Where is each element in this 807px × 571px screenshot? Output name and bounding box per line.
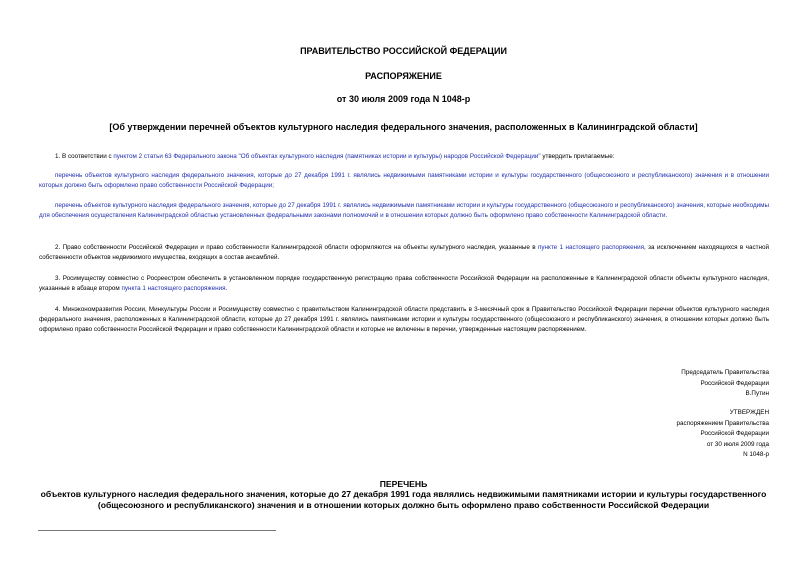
signature-name: В.Путин: [745, 390, 769, 397]
paragraph-2: [39, 243, 769, 263]
approval-date: от 30 июля 2009 года: [706, 440, 769, 448]
paragraph-3: [39, 274, 769, 294]
list-1-reference-text: перечень объектов культурного наследия федерального значения, которые до 27 декабря 1991 г. являлись недвижимыми памятниками истории и культуры государственного (общесоюзного и республиканского) значения и в отношении которых должно быть оформлено право собственности Российской Федерации;: [39, 172, 769, 189]
paragraph-1: [39, 152, 769, 162]
list-2-reference-link[interactable]: [39, 201, 769, 221]
list-2-reference-text: перечень объектов культурного наследия федерального значения, которые до 27 декабря 1991 г. являлись недвижимыми памятниками истории и культуры государственного (общесоюзного и республиканского) значения, которые необходимы для обеспечения осуществления Калининградской областью установленных федеральными законами полномочий и в отношении которых должно быть оформлено право собственности Калининградской области.: [39, 202, 769, 219]
paragraph-1-link-2[interactable]: пункта 1 настоящего распоряжения: [121, 284, 226, 292]
list-subtitle: объектов культурного наследия федерального значения, которые до 27 декабря 1991 года являлись недвижимыми памятниками истории и культуры государственного (общесоюзного и республиканского) значения и в отношении которых должно быть оформлено право собственности Российской Федерации: [40, 489, 767, 510]
doc-date-number: от 30 июля 2009 года N 1048-р: [336, 94, 471, 104]
approval-org: Российской Федерации: [700, 430, 769, 437]
paragraph-3-post: .: [225, 284, 228, 292]
list-1-reference-link[interactable]: [39, 171, 769, 191]
paragraph-2-pre: 2. Право собственности Российской Федерации и право собственности Калининградской области оформляются на объекты культурного наследия, указанные в: [55, 244, 538, 251]
doc-type-heading: РАСПОРЯЖЕНИЕ: [365, 71, 442, 81]
signature-org: Российской Федерации: [700, 379, 769, 387]
paragraph-2-post: , за исключением находящихся в частной собственности объектов недвижимого имущества, входящих в состав ансамблей.: [39, 244, 769, 261]
document-title: [Об утверждении перечней объектов культурного наследия федерального значения, расположенных в Калининградской области]: [109, 122, 698, 132]
footer-separator: [38, 530, 276, 531]
paragraph-4: [39, 305, 769, 334]
paragraph-3-pre: 3. Росимуществу совместно с Росреестром обеспечить в установленном порядке государственную регистрацию права собственности Российской Федерации на расположенные в Калининградской области объекты культурного наследия, указанные в абзаце втором: [39, 275, 769, 292]
list-title: ПЕРЕЧЕНЬ: [379, 479, 428, 489]
paragraph-4-text: 4. Минэкономразвития России, Минкультуры России и Росимуществу совместно с правительством Калининградской области представить в 3-месячный срок в Правительство Российской Федерации перечни объектов культурного наследия федерального значения, расположенных в Калининградской области, которые до 27 декабря 1991 г. являлись памятниками истории и культуры государственного (общесоюзного и республиканского) значения, в отношении которых должно быть оформлено право собственности Российской Федерации и право собственности Калининградской области и которые не включены в перечни, утвержденные настоящим распоряжением.: [39, 306, 769, 333]
signature-position: Председатель Правительства: [681, 369, 769, 376]
approval-block: [569, 408, 769, 461]
approval-number: N 1048-р: [743, 451, 769, 458]
signature-block: [569, 368, 769, 400]
paragraph-1-pre: 1. В соответствии с: [55, 153, 114, 160]
paragraph-1-link[interactable]: пункте 1 настоящего распоряжения: [538, 244, 645, 251]
approval-label: УТВЕРЖДЕН: [729, 409, 769, 416]
approval-by: распоряжением Правительства: [676, 419, 769, 427]
law-article-link[interactable]: пунктом 2 статьи 63 Федерального закона "Об объектах культурного наследия (памятниках истории и культуры) народов Российской Федерации": [113, 153, 541, 160]
paragraph-1-post: утвердить прилагаемые:: [540, 153, 615, 160]
government-heading: ПРАВИТЕЛЬСТВО РОССИЙСКОЙ ФЕДЕРАЦИИ: [300, 46, 507, 56]
